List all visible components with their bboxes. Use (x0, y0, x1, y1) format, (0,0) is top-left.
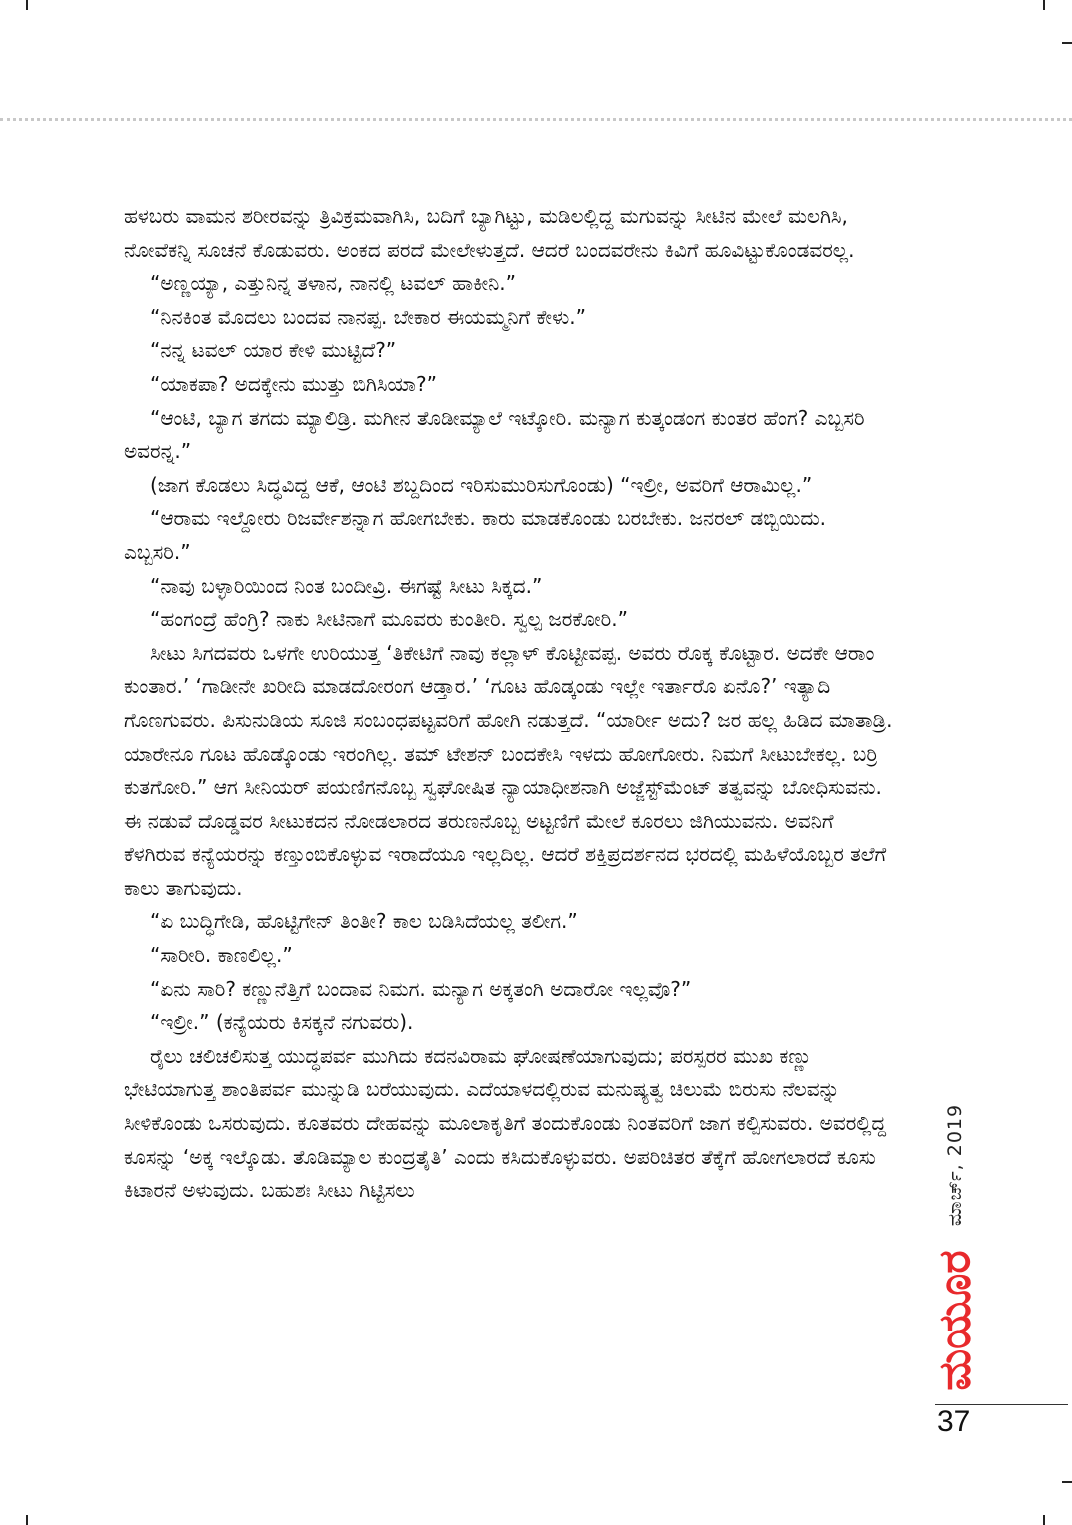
crop-mark-top-right (1043, 0, 1045, 10)
paragraph: ಸೀಟು ಸಿಗದವರು ಒಳಗೇ ಉರಿಯುತ್ತ ‘ತಿಕೇಟಿಗೆ ನಾವು ಕಲ್ಲಾಳ್ ಕೊಟ್ಟೀವಪ್ಪ. ಅವರು ರೊಕ್ಕ ಕೊಟ್ಟಾರ. ಅದಕೇ ಆರಾಂ ಕುಂತಾರ.’ ‘ಗಾಡೀನೇ ಖರೀದಿ ಮಾಡದೋರಂಗ ಆಡ್ತಾರ.’ ‘ಗೂಟ ಹೊಡ್ಕಂಡು ಇಲ್ಲೇ ಇರ್ತಾರೊ ಏನೊ?’ ಇತ್ಯಾದಿ ಗೊಣಗುವರು. ಪಿಸುನುಡಿಯ ಸೂಜಿ ಸಂಬಂಧಪಟ್ಟವರಿಗೆ ಹೋಗಿ ನಡುತ್ತದೆ. “ಯಾರ್ರೀ ಅದು? ಜರ ಹಲ್ಲ ಹಿಡಿದ ಮಾತಾಡ್ರಿ. ಯಾರೇನೂ ಗೂಟ ಹೊಡ್ಕೊಂಡು ಇರಂಗಿಲ್ಲ. ತಮ್ ಟೇಶನ್ ಬಂದಕೇಸಿ ಇಳದು ಹೋಗೋರು. ನಿಮಗೆ ಸೀಟುಬೇಕಲ್ಲ. ಬರ್ರಿ ಕುತಗೋರಿ.” ಆಗ ಸೀನಿಯರ್ ಪಯಣಿಗನೊಬ್ಬ ಸ್ವಘೋಷಿತ ನ್ಯಾಯಾಧೀಶನಾಗಿ ಅಜ್ಜೆಸ್ಟ್‌ಮೆಂಟ್ ತತ್ವವನ್ನು ಬೋಧಿಸುವನು. ಈ ನಡುವೆ ದೊಡ್ಡವರ ಸೀಟುಕದನ ನೋಡಲಾರದ ತರುಣನೊಬ್ಬ ಅಟ್ಟಣಿಗೆ ಮೇಲೆ ಕೂರಲು ಜಿಗಿಯುವನು. ಅವನಿಗೆ ಕೆಳಗಿರುವ ಕನ್ಯೆಯರನ್ನು ಕಣ್ತುಂಬಿಕೊಳ್ಳುವ ಇರಾದೆಯೂ ಇಲ್ಲದಿಲ್ಲ. ಆದರೆ ಶಕ್ತಿಪ್ರದರ್ಶನದ ಭರದಲ್ಲಿ ಮಹಿಳೆಯೊಬ್ಬರ ತಲೆಗೆ ಕಾಲು ತಾಗುವುದು. (124, 640, 893, 900)
paragraph: “ಸಾರೀರಿ. ಕಾಣಲಿಲ್ಲ.” (150, 943, 293, 968)
paragraph: (ಜಾಗ ಕೊಡಲು ಸಿದ್ಧವಿದ್ದ ಆಕೆ, ಆಂಟಿ ಶಬ್ದದಿಂದ ಇರಿಸುಮುರಿಸುಗೊಂಡು) “ಇಲ್ರೀ, ಅವರಿಗೆ ಆರಾಮಿಲ್ಲ.” (150, 472, 813, 497)
paragraph: “ಯಾಕಪಾ? ಅದಕ್ಕೇನು ಮುತ್ತು ಬಿಗಿಸಿಯಾ?” (150, 371, 437, 396)
article-body (124, 200, 896, 1208)
issue-date-text: ಮಾರ್ಚ್, 2019 (944, 1103, 966, 1227)
paragraph: “ಆರಾಮ ಇಲ್ದೋರು ರಿಜರ್ವೇಶನ್ನಾಗ ಹೋಗಬೇಕು. ಕಾರು ಮಾಡಕೊಂಡು ಬರಬೇಕು. ಜನರಲ್ ಡಬ್ಬಿಯಿದು. ಎಬ್ಬಸರಿ.” (124, 506, 827, 564)
paragraph: “ಏನು ಸಾರಿ? ಕಣ್ಣುನೆತ್ತಿಗೆ ಬಂದಾವ ನಿಮಗ. ಮನ್ಯಾಗ ಅಕ್ಕತಂಗಿ ಅದಾರೋ ಇಲ್ಲವೊ?” (150, 976, 692, 1001)
magazine-logo-text: ಮಯೂರ (929, 1249, 981, 1391)
paragraph: “ಏ ಬುದ್ಧಿಗೇಡಿ, ಹೊಟ್ಟಿಗೇನ್ ತಿಂತೀ? ಕಾಲ ಬಡಿಸಿದೆಯಲ್ಲ ತಲೀಗ.” (150, 909, 578, 934)
paragraph: ಹಳಬರು ವಾಮನ ಶರೀರವನ್ನು ತ್ರಿವಿಕ್ರಮವಾಗಿಸಿ, ಬದಿಗೆ ಬ್ಯಾಗಿಟ್ಟು, ಮಡಿಲಲ್ಲಿದ್ದ ಮಗುವನ್ನು ಸೀಟಿನ ಮೇಲೆ ಮಲಗಿಸಿ, ನೋವೆಕನ್ನಿ ಸೂಚನೆ ಕೊಡುವರು. ಅಂಕದ ಪರದೆ ಮೇಲೇಳುತ್ತದೆ. ಆದರೆ ಬಂದವರೇನು ಕಿವಿಗೆ ಹೂವಿಟ್ಟುಕೊಂಡವರಲ್ಲ. (124, 204, 855, 262)
paragraph: “ಇಲ್ರೀ.” (ಕನ್ಯೆಯರು ಕಿಸಕ್ಕನೆ ನಗುವರು). (150, 1010, 414, 1035)
paragraph: “ನನ್ನ ಟವಲ್ ಯಾರ ಕೇಳಿ ಮುಟ್ಟಿದೆ?” (150, 338, 397, 363)
header-dotted-rule (0, 118, 1072, 121)
crop-mark-bottom-right (1043, 1515, 1045, 1525)
magazine-logo (905, 1225, 1005, 1415)
crop-mark-bottom-right-side (1062, 1481, 1072, 1483)
crop-mark-top-left (26, 0, 28, 10)
paragraph: “ಹಂಗಂದ್ರೆ ಹೆಂಗ್ರಿ? ನಾಕು ಸೀಟಿನಾಗೆ ಮೂವರು ಕುಂತೀರಿ. ಸ್ವಲ್ಪ ಜರಕೋರಿ.” (150, 607, 628, 632)
paragraph: “ನಾವು ಬಳ್ಳಾರಿಯಿಂದ ನಿಂತ ಬಂದೀವ್ರಿ. ಈಗಷ್ಟೆ ಸೀಟು ಸಿಕ್ಕದ.” (150, 573, 543, 598)
page-number: 37 (937, 1405, 971, 1438)
crop-mark-bottom-left (26, 1515, 28, 1525)
paragraph: ರೈಲು ಚಲಿಚಲಿಸುತ್ತ ಯುದ್ಧಪರ್ವ ಮುಗಿದು ಕದನವಿರಾಮ ಘೋಷಣೆಯಾಗುವುದು; ಪರಸ್ಪರರ ಮುಖ ಕಣ್ಣು ಭೇಟಿಯಾಗುತ್ತ ಶಾಂತಿಪರ್ವ ಮುನ್ನುಡಿ ಬರೆಯುವುದು. ಎದೆಯಾಳದಲ್ಲಿರುವ ಮನುಷ್ಯತ್ವ ಚಿಲುಮೆ ಬಿರುಸು ನೆಲವನ್ನು ಸೀಳಿಕೊಂಡು ಒಸರುವುದು. ಕೂತವರು ದೇಹವನ್ನು ಮೂಲಾಕೃತಿಗೆ ತಂದುಕೊಂಡು ನಿಂತವರಿಗೆ ಜಾಗ ಕಲ್ಪಿಸುವರು. ಅವರಲ್ಲಿದ್ದ ಕೂಸನ್ನು ‘ಅಕ್ಕ ಇಲ್ಕೊಡು. ತೊಡಿಮ್ಯಾಲ ಕುಂದ್ರತೈತಿ’ ಎಂದು ಕಸಿದುಕೊಳ್ಳುವರು. ಅಪರಿಚಿತರ ತೆಕ್ಕೆಗೆ ಹೋಗಲಾರದೆ ಕೂಸು ಕಿಟಾರನೆ ಅಳುವುದು. ಬಹುಶಃ ಸೀಟು ಗಿಟ್ಟಿಸಲು (124, 1043, 887, 1203)
paragraph: “ಆಂಟಿ, ಬ್ಯಾಗ ತಗದು ಮ್ಯಾಲಿಡ್ರಿ. ಮಗೀನ ತೊಡೀಮ್ಯಾಲೆ ಇಟ್ಕೋರಿ. ಮನ್ಯಾಗ ಕುತ್ಕಂಡಂಗ ಕುಂತರ ಹೆಂಗ? ಎಬ್ಬಸರಿ ಅವರನ್ನ.” (124, 405, 865, 464)
issue-date-vertical (925, 1100, 985, 1230)
paragraph: “ಅಣ್ಣಯ್ಯಾ, ಎತ್ತುನಿನ್ನ ತಳಾನ, ನಾನಲ್ಲಿ ಟವಲ್ ಹಾಕೀನಿ.” (150, 271, 517, 296)
paragraph: “ನಿನಕಿಂತ ಮೊದಲು ಬಂದವ ನಾನಪ್ಪ. ಬೇಕಾರ ಈಯಮ್ಮನಿಗೆ ಕೇಳು.” (150, 304, 587, 329)
crop-mark-top-right-side (1062, 42, 1072, 44)
